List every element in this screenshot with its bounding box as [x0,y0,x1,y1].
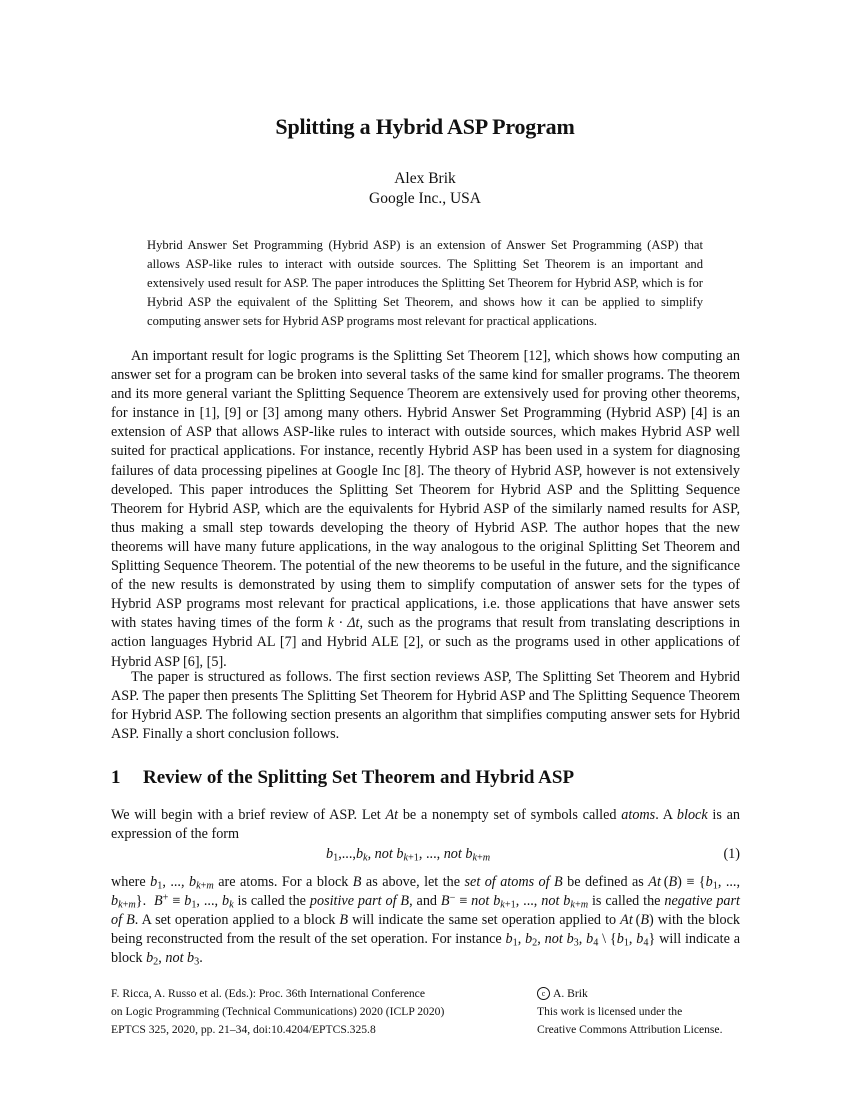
term-positive-part: positive part of B [309,893,410,910]
author-name: Alex Brik [394,170,456,187]
author-affiliation: Google Inc., USA [369,190,481,207]
text-run: We will begin with a brief review of ASP. Let [111,807,386,823]
text-run: . A set operation applied to a block [134,912,340,929]
intro-paragraph-2: The paper is structured as follows. The first section reviews ASP, The Splitting Set Theorem and Hybrid ASP. The paper then presents The Splitting Set Theorem for Hybrid ASP and The Splitting Sequence Theorem for Hybrid ASP. The following section presents an algorithm that simplifies computing answer sets for Hybrid ASP. Finally a short conclusion follows. [111,669,740,743]
term-block: block [676,807,708,823]
text-run: . A [655,807,677,823]
copyright-icon: c [537,987,550,1000]
copyright-line [537,985,757,1003]
text-run: , and [409,893,441,910]
text-run: be defined as [562,874,649,890]
text-run: will indicate the same set operation applied to [348,912,621,929]
math-at: At [385,807,399,823]
text-run: is an expression of the form [111,807,741,843]
section-paragraph-2: where $b_1$, ..., $b_{k+m}$ are atoms. For a block B as above, let the set of atoms of B be defined as At $(B) \equiv \{b_1$, ..., $b_{k+m}$}. $B^+ \equiv b_1$, ..., $b_k$ is called the positive part of B, and B− ≡ not $b_{k+1}$, ..., not $b_{k+m}$ is called the negative part of B. A set operation applied to a block B will indicate the same set operation applied to At (B) with the block being reconstructed from the result of the set operation. For instance $b_1$, $b_2$, not $b_3$, $b_4$ \ {$b_1$, $b_4$} will indicate a block $b_2$, not $b_3$. [111,874,741,968]
text-run: will indicate a block [111,931,740,967]
term-negative-part: negative part of B [111,893,740,929]
footer-license [537,985,757,1039]
text-run: with the block being reconstructed from the result of the set operation. For instance [111,912,740,948]
footer-line: This work is licensed under the [537,1005,683,1018]
text-run: is called the [233,893,310,910]
term-atoms: atoms [621,807,656,823]
footer-citation [111,985,511,1039]
text-run: as above, let the [361,874,465,890]
abstract: Hybrid Answer Set Programming (Hybrid ASP) is an extension of Answer Set Programming (ASP) that allows ASP-like rules to interact with outside sources. The Splitting Set Theorem is an important and extensively used result for ASP. The paper introduces the Splitting Set Theorem for Hybrid ASP, which is for Hybrid ASP the equivalent of the Splitting Set Theorem, and shows how it can be applied to simplify computing answer sets for Hybrid ASP programs most relevant for practical applications. [147,238,703,328]
section-title: Review of the Splitting Set Theorem and Hybrid ASP [143,767,575,788]
copyright-holder: A. Brik [553,987,588,1000]
text-run: are atoms. For a block [213,874,353,890]
equation-number: (1) [723,846,740,862]
footer-line: F. Ricca, A. Russo et al. (Eds.): Proc. 36th International Conference [111,987,425,1000]
footer-line: on Logic Programming (Technical Communications) 2020 (ICLP 2020) [111,1005,445,1018]
intro-paragraph-1 [111,347,740,672]
text-run: is called the [588,893,665,910]
section-heading [111,767,740,789]
intro-text-a: An important result for logic programs is the Splitting Set Theorem [12], which shows how computing an answer set for a program can be broken into several tasks of the same kind for smaller programs. The theorem and its more general variant the Splitting Sequence Theorem are extensively used for proving other theorems, for instance in [1], [9] or [3] among many others. Hybrid Answer Set Programming (Hybrid ASP) [4] is an extension of ASP that allows ASP-like rules to interact with outside sources, which makes Hybrid ASP well suited for practical applications. For instance, recently Hybrid ASP has been used in a system for diagnosing failures of data processing pipelines at Google Inc [8]. The theory of Hybrid ASP, however is not extensively developed. This paper introduces the Splitting Set Theorem for Hybrid ASP and the Splitting Sequence Theorem for Hybrid ASP, which are the equivalents for Hybrid ASP of the similarly named results for ASP, thus making a small step towards developing the theory of Hybrid ASP. The author hopes that the new theorems will have many future applications, in the way analogous to the original Splitting Set Theorem and Splitting Sequence Theorem. The potential of the new theorems to be useful in the future, and the significance of the new results is demonstrated by using them to simplify computation of answer sets for the types of Hybrid ASP programs most relevant for practical applications, i.e. those applications that have answer sets with states having times of the form [111,348,740,632]
equation-expression: $b_1,...,b_k$, not $b_{k+1}$, ..., not $b_{k+m}$ [326,846,491,864]
intro-text-b: , such as the programs that result from translating descriptions in action languages Hybrid AL [7] and Hybrid ALE [2], or such as the programs used in other applications of Hybrid ASP [6], [5]. [111,615,740,670]
section-number: 1 [111,767,121,788]
term-set-of-atoms: set of atoms of B [464,874,563,890]
footer-line: Creative Commons Attribution License. [537,1023,723,1036]
text-run: be a nonempty set of symbols called [398,807,622,823]
footer-line: EPTCS 325, 2020, pp. 21–34, doi:10.4204/EPTCS.325.8 [111,1023,376,1036]
section-paragraph-1 [111,806,740,844]
paper-title: Splitting a Hybrid ASP Program [275,114,575,139]
intro-formula: k · Δt [327,615,360,632]
